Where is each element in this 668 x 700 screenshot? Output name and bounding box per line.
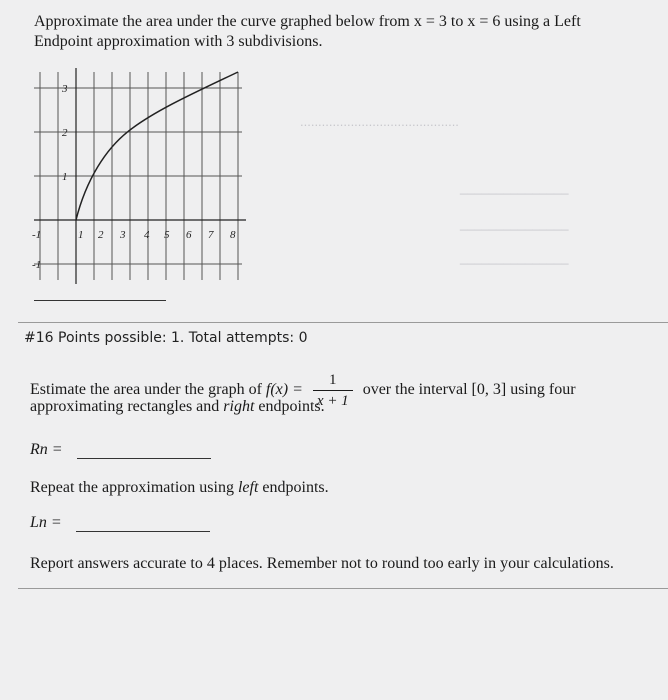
x-tick-label: 6 [186,229,192,241]
question-1-answer-line[interactable] [34,300,166,301]
fraction-numerator: 1 [313,370,353,391]
question-16-header: #16 Points possible: 1. Total attempts: 0 [24,330,308,346]
x-tick-label: 8 [230,229,236,241]
line2-suffix: endpoints. [258,398,325,415]
ln-answer-input[interactable] [76,517,210,532]
question-1-line-2: Endpoint approximation with 3 subdivisions. [34,33,323,50]
question-1-line-1: Approximate the area under the curve graphed below from x = 3 to x = 6 using a Left [34,13,581,30]
prompt-suffix: over the interval [0, 3] using four [362,381,576,399]
line2-prefix: approximating rectangles and [30,398,220,415]
repeat-emphasis: left [237,479,259,496]
line2-emphasis: right [223,398,255,415]
rn-label: Rn = [30,441,63,458]
bleed-through-text: ............................................ [300,114,459,129]
x-tick-label: -1 [32,229,42,241]
bleed-through-text: _______________ [460,216,569,231]
question-1-text [34,12,634,52]
bleed-through-text: _______________ [460,250,569,265]
repeat-instruction [30,479,329,497]
tick-labels [32,83,236,271]
rn-answer-input[interactable] [77,444,211,459]
y-tick-label: 3 [62,83,68,95]
x-tick-label: 1 [78,229,84,241]
section-divider [18,588,668,589]
x-tick-label: 5 [164,229,170,241]
function-curve [76,72,238,220]
y-tick-label: -1 [32,259,42,271]
x-tick-label: 3 [120,229,126,241]
repeat-suffix: endpoints. [262,479,329,496]
report-instructions: Report answers accurate to 4 places. Remember not to round too early in your calculations. [30,555,614,572]
x-tick-label: 7 [208,229,214,241]
fraction-denominator: x + 1 [316,393,349,409]
bleed-through-text: _______________ [460,180,569,195]
x-tick-label: 2 [98,229,104,241]
prompt-prefix: Estimate the area under the graph of [30,381,262,399]
rn-answer-row [30,441,211,459]
ln-label: Ln = [30,514,62,531]
question-16-prompt-line-2 [30,398,325,416]
y-tick-label: 1 [62,171,68,183]
section-divider [18,322,668,323]
graph [26,60,256,292]
ln-answer-row [30,514,210,532]
y-tick-label: 2 [62,127,68,139]
x-tick-label: 4 [144,229,150,241]
graph-svg [26,60,256,292]
function-lhs: f(x) = [265,381,303,399]
repeat-prefix: Repeat the approximation using [30,479,234,496]
